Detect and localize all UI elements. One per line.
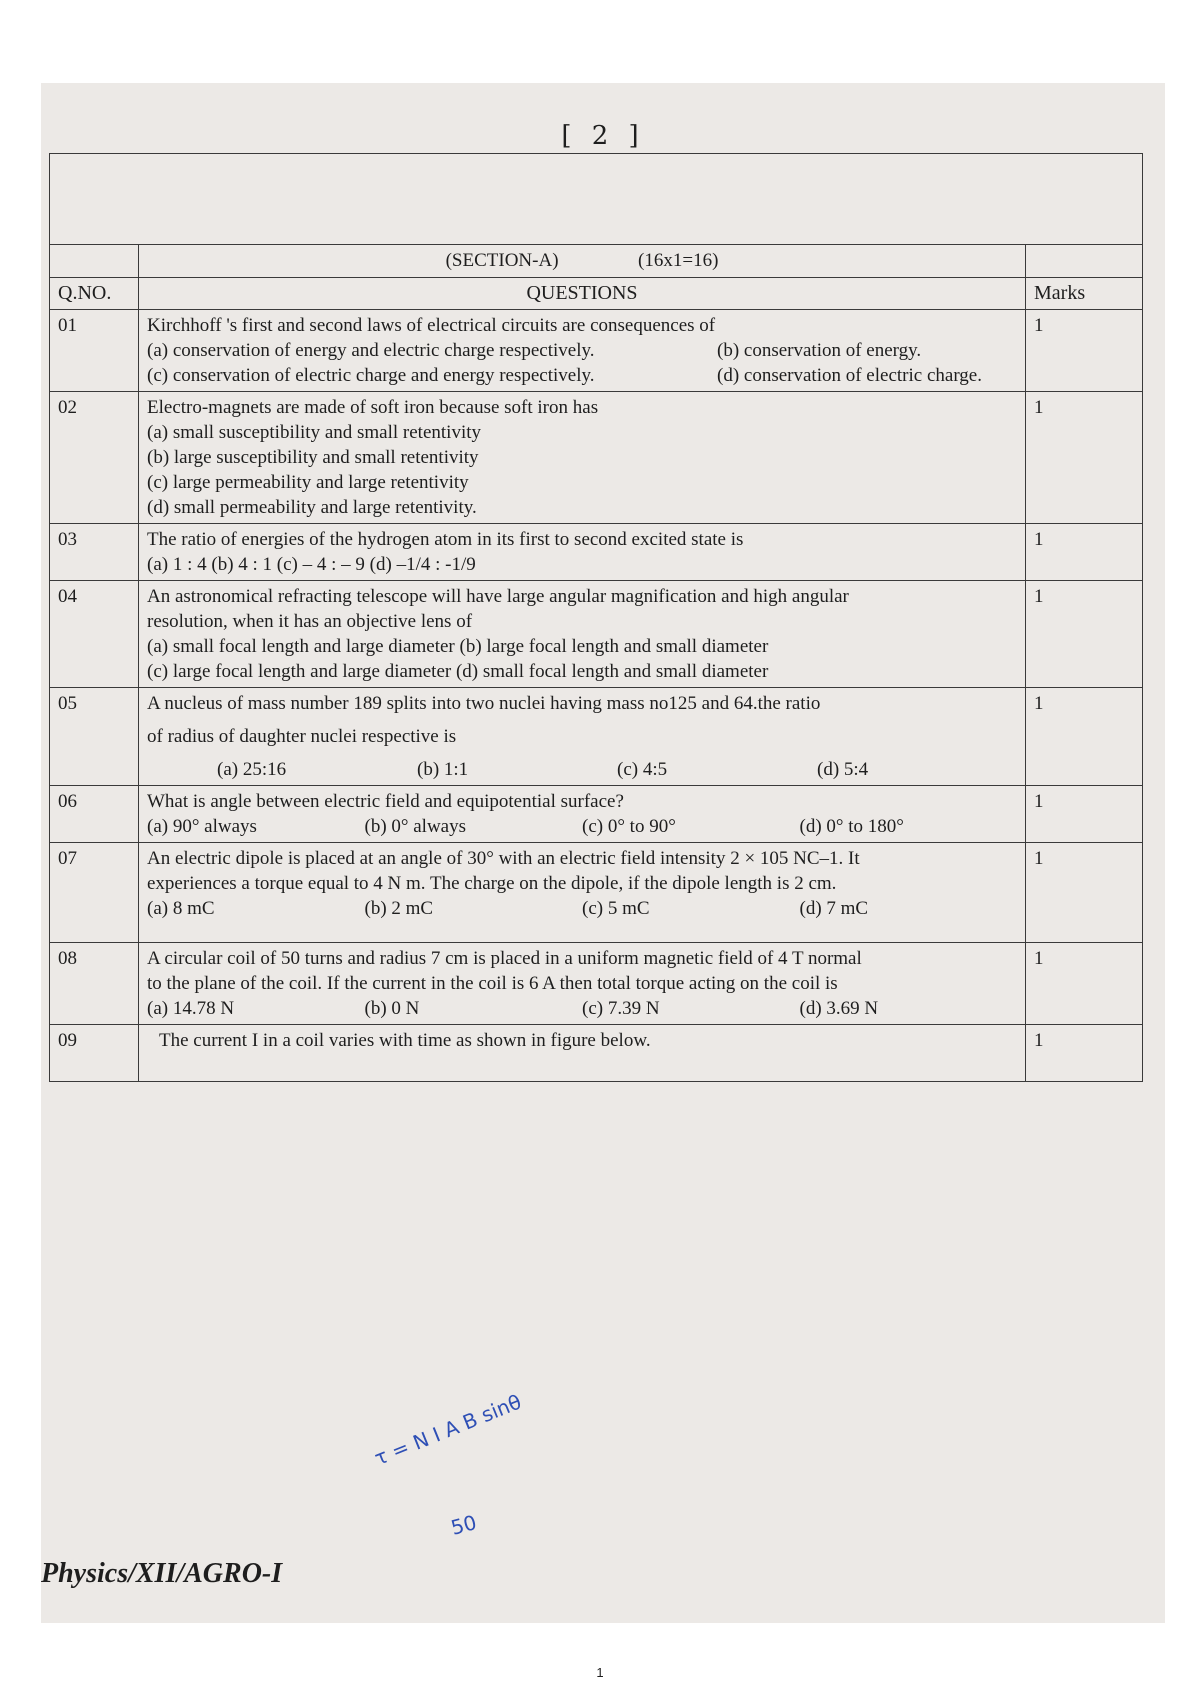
- question-text: Kirchhoff 's first and second laws of electrical circuits are consequences of: [147, 315, 716, 336]
- option-b: (b) 1:1: [417, 759, 469, 780]
- question-text: A circular coil of 50 turns and radius 7 cm is placed in a uniform magnetic field of 4 T normal: [147, 948, 862, 969]
- question-text: A nucleus of mass number 189 splits into two nuclei having mass no125 and 64.the ratio: [147, 693, 821, 714]
- question-row-07: [50, 843, 1143, 943]
- table-top-row: [50, 154, 1143, 245]
- option-a: (a) small susceptibility and small retentivity: [147, 422, 482, 443]
- option-d: (d) conservation of electric charge.: [717, 365, 982, 386]
- handwritten-number: 50: [448, 1510, 480, 1540]
- question-number: 04: [50, 581, 139, 688]
- question-marks: 1: [1026, 310, 1143, 392]
- question-table: [49, 153, 1143, 1082]
- option-d: (d) small permeability and large retentivity.: [147, 497, 477, 518]
- question-number: 05: [50, 688, 139, 786]
- option-b: (b) conservation of energy.: [717, 340, 922, 361]
- header-row: [50, 278, 1143, 310]
- question-marks: 1: [1026, 524, 1143, 581]
- question-row-09: [50, 1025, 1143, 1082]
- option-d: (d) 0° to 180°: [799, 816, 904, 837]
- option-a: (a) 25:16: [217, 759, 287, 780]
- header-questions: QUESTIONS: [139, 278, 1026, 310]
- option-c: (c) 0° to 90°: [582, 816, 676, 837]
- options-ab: (a) small focal length and large diameter (b) large focal length and small diameter: [147, 636, 769, 657]
- question-text-continued: to the plane of the coil. If the current in the coil is 6 A then total torque acting on the coil is: [147, 973, 838, 994]
- option-c: (c) 7.39 N: [582, 998, 660, 1019]
- option-d: (d) 3.69 N: [799, 998, 879, 1019]
- option-a: (a) conservation of energy and electric charge respectively.: [147, 340, 595, 361]
- option-d: (d) 7 mC: [799, 898, 869, 919]
- question-text-continued: resolution, when it has an objective lens of: [147, 611, 473, 632]
- option-a: (a) 8 mC: [147, 898, 215, 919]
- question-marks: 1: [1026, 1025, 1143, 1082]
- question-marks: 1: [1026, 581, 1143, 688]
- question-text: The current I in a coil varies with time as shown in figure below.: [159, 1030, 651, 1051]
- question-text-continued: of radius of daughter nuclei respective is: [147, 726, 457, 747]
- question-number: 08: [50, 943, 139, 1025]
- question-row-01: [50, 310, 1143, 392]
- question-text: The ratio of energies of the hydrogen atom in its first to second excited state is: [147, 529, 744, 550]
- question-text: An electric dipole is placed at an angle of 30° with an electric field intensity 2 × 105 NC–1. It: [147, 848, 860, 869]
- option-c: (c) large permeability and large retentivity: [147, 472, 469, 493]
- option-d: (d) 5:4: [817, 759, 869, 780]
- option-b: (b) 0 N: [364, 998, 420, 1019]
- question-row-02: [50, 392, 1143, 524]
- question-number: 07: [50, 843, 139, 943]
- option-c: (c) conservation of electric charge and energy respectively.: [147, 365, 595, 386]
- question-text: What is angle between electric field and equipotential surface?: [147, 791, 624, 812]
- option-a: (a) 14.78 N: [147, 998, 235, 1019]
- option-a: (a) 90° always: [147, 816, 257, 837]
- option-b: (b) 0° always: [364, 816, 467, 837]
- option-b: (b) 2 mC: [364, 898, 434, 919]
- section-row: [50, 245, 1143, 278]
- question-number: 06: [50, 786, 139, 843]
- question-text-continued: experiences a torque equal to 4 N m. The charge on the dipole, if the dipole length is 2 cm.: [147, 873, 837, 894]
- question-marks: 1: [1026, 943, 1143, 1025]
- question-marks: 1: [1026, 392, 1143, 524]
- question-row-05: [50, 688, 1143, 786]
- option-c: (c) 4:5: [617, 759, 668, 780]
- option-c: (c) 5 mC: [582, 898, 650, 919]
- question-number: 09: [50, 1025, 139, 1082]
- options-line: (a) 1 : 4 (b) 4 : 1 (c) – 4 : – 9 (d) –1/4 : -1/9: [147, 554, 476, 575]
- footer-course-code: Physics/XII/AGRO-I: [41, 1558, 283, 1589]
- exam-sheet: [41, 83, 1165, 1623]
- header-marks: Marks: [1026, 278, 1143, 310]
- scan-page-number: 1: [596, 1665, 604, 1680]
- question-marks: 1: [1026, 843, 1143, 943]
- question-marks: 1: [1026, 688, 1143, 786]
- page-label: [ 2 ]: [561, 121, 645, 151]
- options-cd: (c) large focal length and large diameter (d) small focal length and small diameter: [147, 661, 769, 682]
- option-b: (b) large susceptibility and small retentivity: [147, 447, 479, 468]
- question-number: 01: [50, 310, 139, 392]
- header-qno: Q.NO.: [50, 278, 139, 310]
- question-marks: 1: [1026, 786, 1143, 843]
- question-row-06: [50, 786, 1143, 843]
- section-title: (SECTION-A): [445, 250, 559, 271]
- section-marks-note: (16x1=16): [638, 250, 719, 271]
- question-row-03: [50, 524, 1143, 581]
- question-text: An astronomical refracting telescope will have large angular magnification and high angular: [147, 586, 849, 607]
- question-row-08: [50, 943, 1143, 1025]
- question-text: Electro-magnets are made of soft iron because soft iron has: [147, 397, 599, 418]
- question-number: 02: [50, 392, 139, 524]
- question-row-04: [50, 581, 1143, 688]
- handwritten-formula: τ = N I A B sinθ: [371, 1389, 525, 1471]
- question-number: 03: [50, 524, 139, 581]
